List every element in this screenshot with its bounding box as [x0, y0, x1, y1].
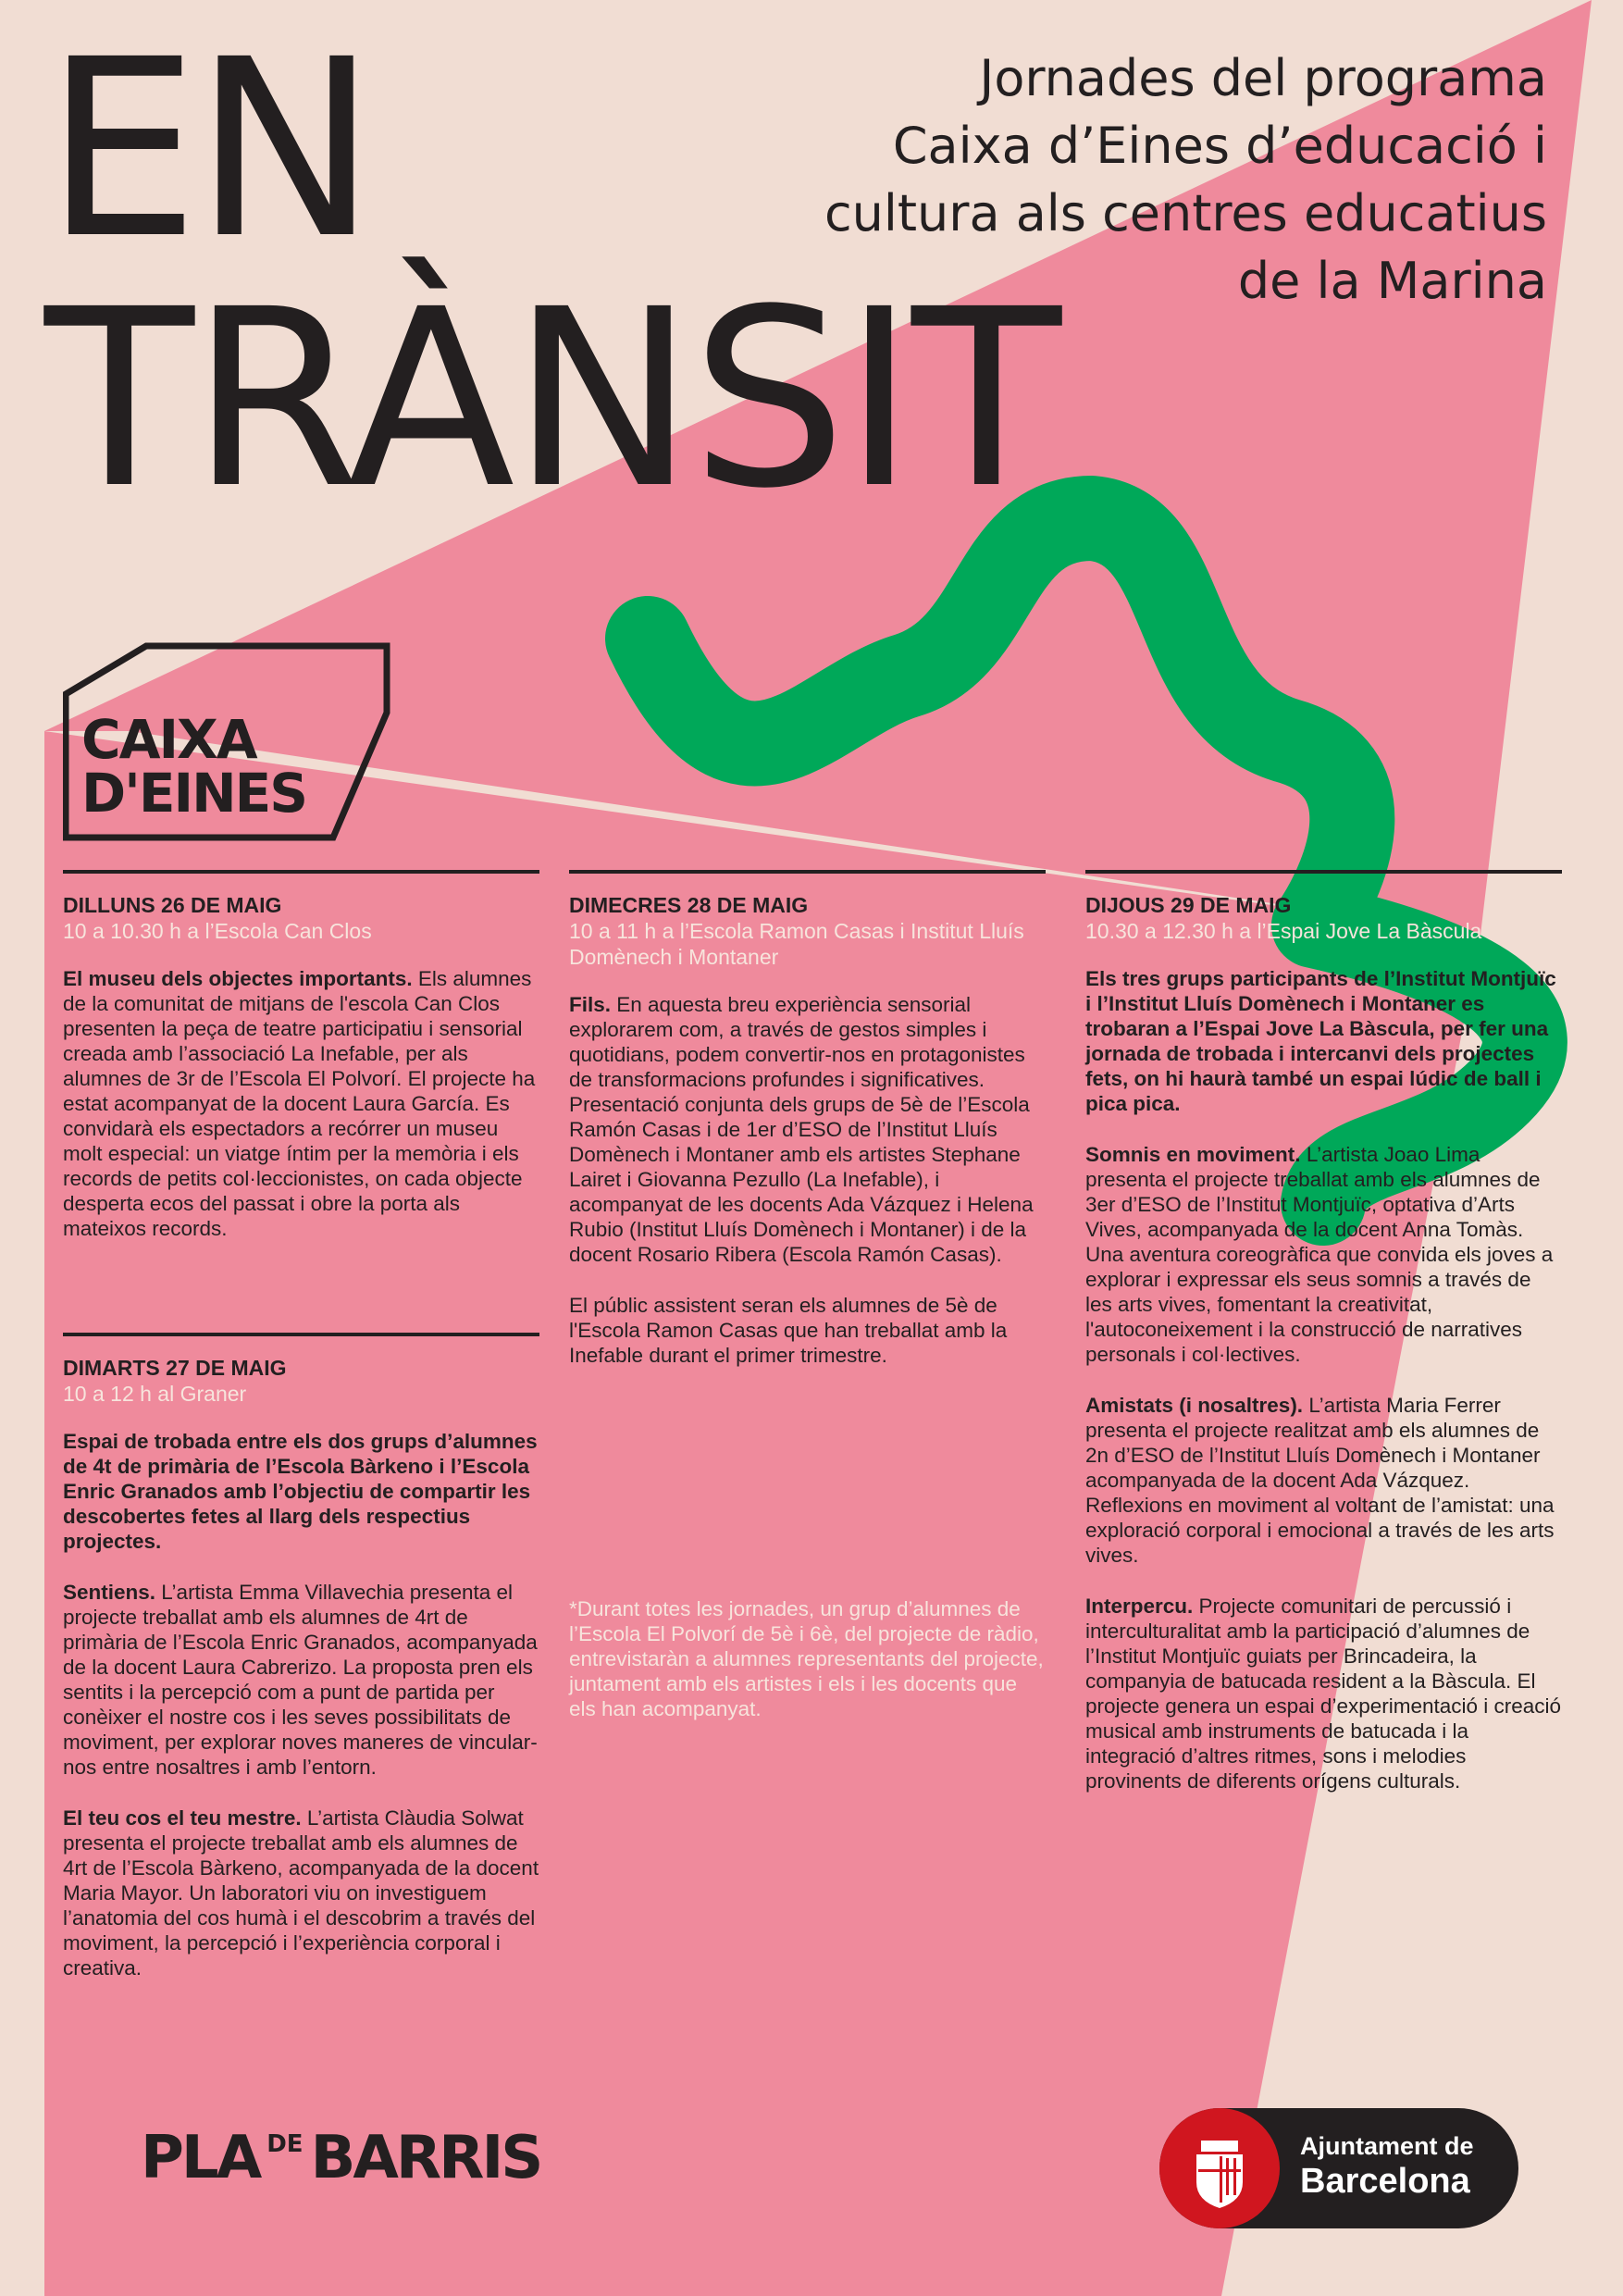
logo-line-2: D'EINES: [81, 762, 307, 825]
divider: [63, 1333, 539, 1336]
event-audience: El públic assistent seran els alumnes de 5è de l'Escola Ramon Casas que han treballat amb la Inefable durant el primer trimestre.: [569, 1294, 1008, 1367]
event-text: En aquesta breu experiència sensorial explorarem com, a través de gestos simples i quotidians, podem convertir-nos en protagonistes de transformacions profundes i significatives. Presentació conjunta dels grups de 5è de l’Escola Ramón Casas i de 1er d’ESO de l’Institut Lluís Domènech i Montaner amb els artistes Stephane Lairet i Giovanna Pezullo (La Inefable), i acompanyat de les docents Ada Vázquez i Helena Rubio (Institut Lluís Domènech i Montaner) i de la docent Rosario Ribera (Escola Ramón Casas).: [569, 993, 1034, 1266]
barcelona-shield-icon: [1159, 2108, 1280, 2228]
event-title: Amistats (i nosaltres).: [1085, 1394, 1304, 1417]
time-place: 10 a 10.30 h a l’Escola Can Clos: [63, 919, 372, 943]
pla-de-barris-logo: [141, 2124, 541, 2192]
title-line-2: TRÀNSIT: [44, 257, 1059, 542]
event-description: [1085, 1393, 1562, 1568]
subtitle-line: cultura als centres educatius: [824, 184, 1547, 242]
barcelona-label: Barcelona: [1300, 2162, 1470, 2201]
event-text: L’artista Clàudia Solwat presenta el projecte treballat amb els alumnes de 4rt de l’Escola Bàrkeno, acompanyada de la docent Maria Mayor. Un laboratori viu on investiguem l’anatomia del cos humà i el descobrim a través del moviment, la percepció i l’experiència corporal i creativa.: [63, 1806, 539, 1980]
day-heading: DILLUNS 26 DE MAIG: [63, 893, 282, 917]
event-intro-text: Els tres grups participants de l’Institut Montjuïc i l’Institut Lluís Domènech i Montaner es trobaran a l’Espai Jove La Bàscula, per fer una jornada de trobada i intercanvi dels projectes fets, on hi haurà també un espai lúdic de ball i pica pica.: [1085, 967, 1556, 1115]
day-heading: DIMARTS 27 DE MAIG: [63, 1356, 287, 1380]
event-description: [63, 1580, 539, 1780]
event-title: Fils.: [569, 993, 612, 1016]
event-title: Somnis en moviment.: [1085, 1143, 1301, 1166]
subtitle-line: de la Marina: [1237, 252, 1547, 310]
subtitle-line: Jornades del programa: [979, 49, 1547, 107]
time-place: 10 a 11 h a l’Escola Ramon Casas i Institut Lluís Domènech i Montaner: [569, 919, 1024, 969]
divider: [63, 870, 539, 874]
event-intro: [1085, 966, 1562, 1116]
event-title: El teu cos el teu mestre.: [63, 1806, 302, 1830]
caixa-deines-logo-text: [81, 708, 307, 825]
event-description: [569, 992, 1046, 1267]
subtitle: [714, 44, 1547, 315]
event-description: [1085, 1142, 1562, 1367]
time-place: 10 a 12 h al Graner: [63, 1382, 247, 1406]
de-word: DE: [266, 2130, 304, 2158]
logo-line-1: CAIXA: [81, 708, 256, 771]
divider: [569, 870, 1046, 874]
day-heading: DIMECRES 28 DE MAIG: [569, 893, 809, 917]
column-monday: [63, 870, 539, 1267]
pla-word: PLA: [141, 2124, 260, 2192]
event-text: L’artista Maria Ferrer presenta el projecte realitzat amb els alumnes de 2n d’ESO de l’Institut Lluís Domènech i Montaner acompanyada de la docent Ada Vázquez. Reflexions en moviment al voltant de l’amistat: una exploració corporal i emocional a través de les arts vives.: [1085, 1394, 1555, 1567]
event-description: [63, 966, 539, 1241]
event-text: Els alumnes de la comunitat de mitjans de l'escola Can Clos presenten la peça de teatre participatiu i sensorial creada amb l’associació La Inefable, per als alumnes de 3r de l’Escola El Polvorí. El projecte ha estat acompanyat de la docent Laura García. Es convidarà els espectadors a recórrer un museu molt especial: un viatge íntim per la memòria i els records de petits col·leccionistes, on cada objecte desperta ecos del passat i obre la porta als mateixos records.: [63, 967, 536, 1240]
column-tuesday: [63, 1333, 539, 2006]
column-thursday: [1085, 870, 1562, 1819]
event-description: [63, 1806, 539, 1980]
event-title: Interpercu.: [1085, 1595, 1194, 1618]
day-heading: DIJOUS 29 DE MAIG: [1085, 893, 1292, 917]
footnote: [569, 1596, 1046, 1721]
event-intro-text: Espai de trobada entre els dos grups d’alumnes de 4t de primària de l’Escola Bàrkeno i l’Escola Enric Granados amb l’objectiu de compartir les descobertes fetes al llarg dels respectius projectes.: [63, 1430, 538, 1553]
footnote-text: *Durant totes les jornades, un grup d’alumnes de l’Escola El Polvorí de 5è i 6è, del projecte de ràdio, entrevistaràn a alumnes representants del projecte, juntament amb els artistes i els i les docents que els han acompanyat.: [569, 1597, 1044, 1720]
column-wednesday: [569, 870, 1046, 1394]
ajuntament-barcelona-logo: [1159, 2108, 1518, 2228]
title-line-1: EN: [44, 7, 372, 292]
barris-word: BARRIS: [310, 2124, 541, 2192]
event-title: El museu dels objectes importants.: [63, 967, 413, 990]
event-intro: [63, 1429, 539, 1554]
event-description: [1085, 1594, 1562, 1793]
event-text: L’artista Joao Lima presenta el projecte treballat amb els alumnes de 3er d’ESO de l’Institut Montjuïc, optativa d’Arts Vives, acompanyada de la docent Anna Tomàs. Una aventura coreogràfica que convida els joves a explorar i expressar els seus somnis a través de les arts vives, fomentant la creativitat, l'autoconeixement i la construcció de narratives personals i col·lectives.: [1085, 1143, 1554, 1366]
time-place: 10.30 a 12.30 h a l’Espai Jove La Bàscula: [1085, 919, 1482, 943]
subtitle-line: Caixa d’Eines d’educació i: [892, 117, 1547, 175]
event-text: L’artista Emma Villavechia presenta el projecte treballat amb els alumnes de 4rt de primària de l’Escola Enric Granados, acompanyada de la docent Laura Cabrerizo. La proposta pren els sentits i la percepció com a punt de partida per conèixer el nostre cos i les seves possibilitats de moviment, per explorar noves maneres de vincular-nos entre nosaltres i amb l’entorn.: [63, 1581, 538, 1779]
event-text: Projecte comunitari de percussió i interculturalitat amb la participació d’alumnes de l’Institut Montjuïc guiats per Brincadeira, la companyia de batucada resident a la Bàscula. El projecte genera un espai d’experimentació i creació musical amb instruments de batucada i la integració d’altres ritmes, sons i melodies provinents de diferents orígens culturals.: [1085, 1595, 1562, 1793]
divider: [1085, 870, 1562, 874]
ajuntament-label: Ajuntament de: [1300, 2132, 1474, 2160]
event-title: Sentiens.: [63, 1581, 156, 1604]
